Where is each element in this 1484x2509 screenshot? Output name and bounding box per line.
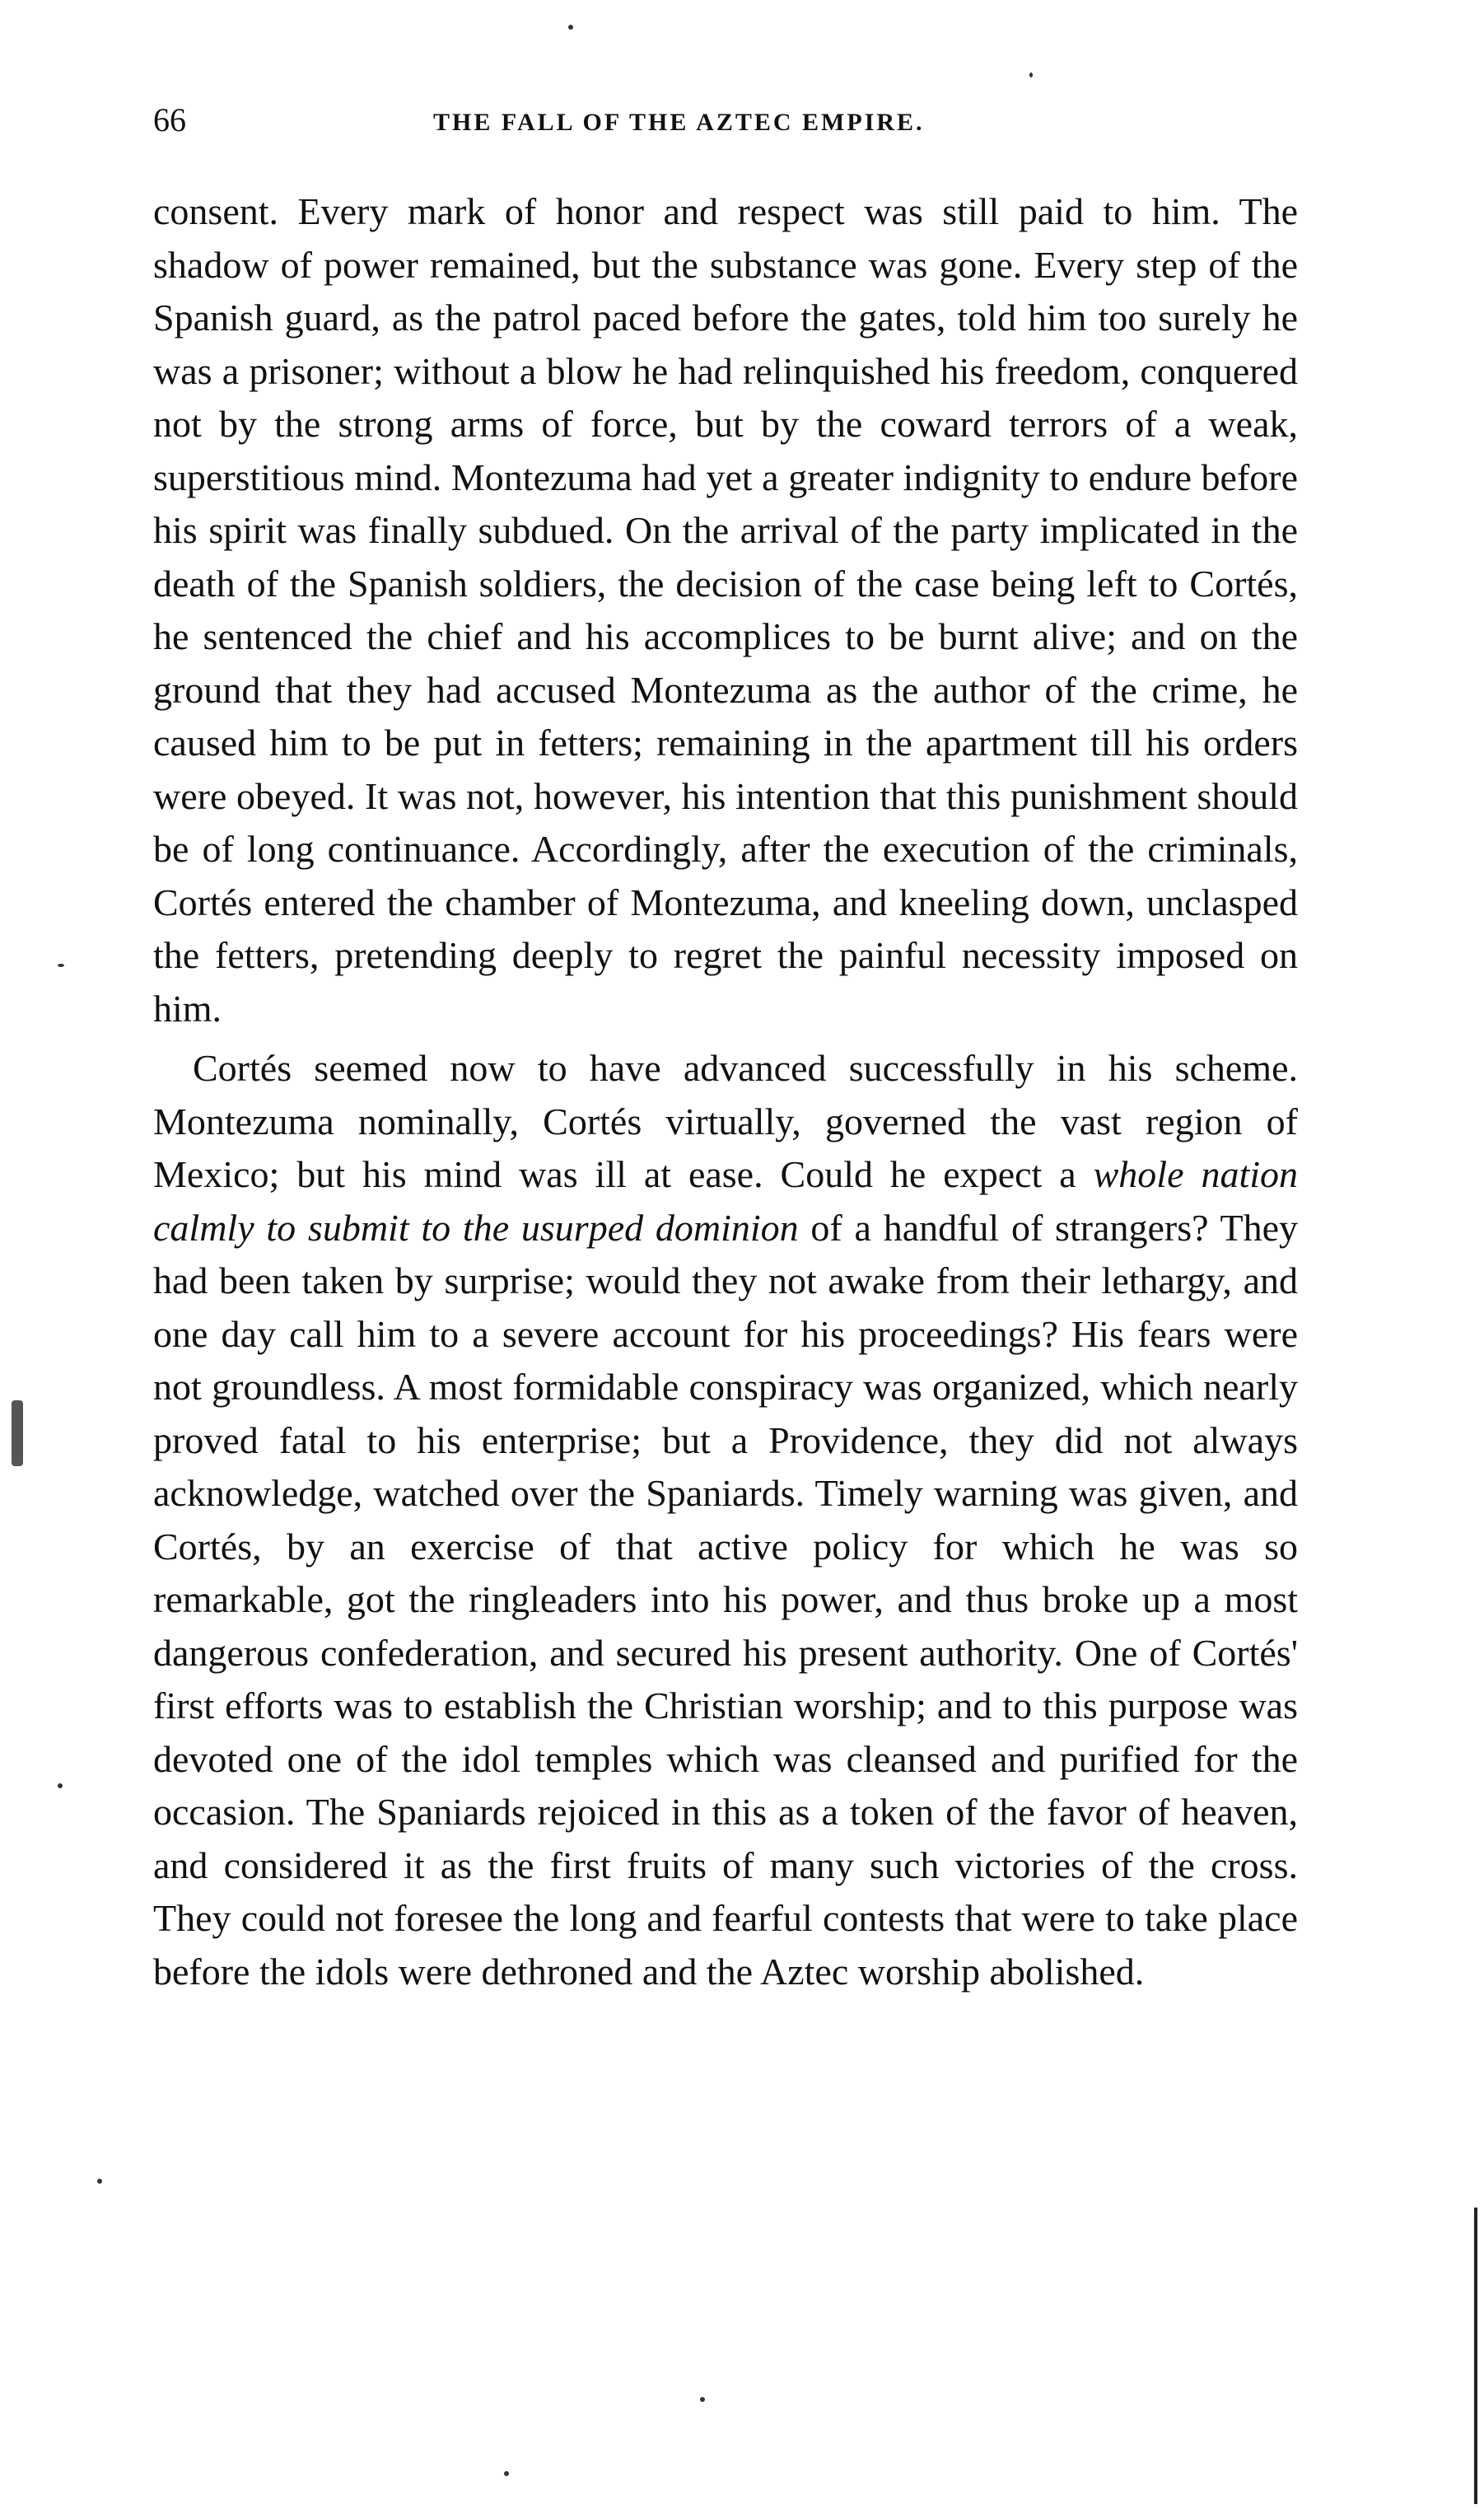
paragraph-2	[153, 1042, 1298, 1998]
scan-speck	[97, 2179, 102, 2184]
paragraph-1: consent. Every mark of honor and respect was still paid to him. The shadow of power remained, but the substance was gone. Every step of the Spanish guard, as the patrol paced before the gates, told him too surely he was a prisoner; without a blow he had relinquished his freedom, conquered not by the strong arms of force, but by the coward terrors of a weak, superstitious mind. Montezuma had yet a greater indignity to endure before his spirit was finally subdued. On the arrival of the party implicated in the death of the Spanish soldiers, the decision of the case being left to Cortés, he sentenced the chief and his accomplices to be burnt alive; and on the ground that they had accused Montezuma as the author of the crime, he caused him to be put in fetters; remaining in the apartment till his orders were obeyed. It was not, however, his intention that this punishment should be of long continuance. Accordingly, after the execution of the criminals, Cortés entered the chamber of Montezuma, and kneeling down, unclasped the fetters, pretending deeply to regret the painful necessity imposed on him.	[153, 190, 1298, 1030]
page-number: 66	[153, 101, 186, 138]
scan-edge-line	[1474, 2208, 1477, 2504]
scan-speck	[58, 964, 64, 967]
running-head	[153, 100, 1298, 150]
body-text	[153, 185, 1298, 1998]
scan-speck	[58, 1783, 63, 1788]
scan-speck	[568, 25, 573, 30]
scan-speck	[12, 1400, 23, 1466]
scan-speck	[700, 2397, 705, 2402]
scan-speck	[504, 2471, 509, 2476]
running-title: THE FALL OF THE AZTEC EMPIRE.	[433, 109, 925, 136]
scan-speck	[1029, 72, 1033, 77]
paragraph-2-start: Cortés seemed now to have advanced successfully in his scheme. Montezuma nominally, Cortés virtually, governed the vast region of Mexico; but his mind was ill at ease. Could he expect a	[153, 1047, 1298, 1195]
paragraph-2-italic: whole nation calmly to submit to the usurped dominion	[153, 1153, 1299, 1249]
paragraph-2-end: of a handful of strangers? They had been taken by surprise; would they not awake from their lethargy, and one day call him to a severe account for his proceedings? His fears were not groundless. A most formidable conspiracy was organized, which nearly proved fatal to his enterprise; but a Providence, they did not always acknowledge, watched over the Spaniards. Timely warning was given, and Cortés, by an exercise of that active policy for which he was so remarkable, got the ringleaders into his power, and thus broke up a most dangerous confederation, and secured his present authority. One of Cortés' first efforts was to establish the Christian worship; and to this purpose was devoted one of the idol temples which was cleansed and purified for the occasion. The Spaniards rejoiced in this as a token of the favor of heaven, and considered it as the first fruits of many such victories of the cross. They could not foresee the long and fearful contests that were to take place before the idols were dethroned and the Aztec worship abolished.	[153, 1206, 1298, 1993]
